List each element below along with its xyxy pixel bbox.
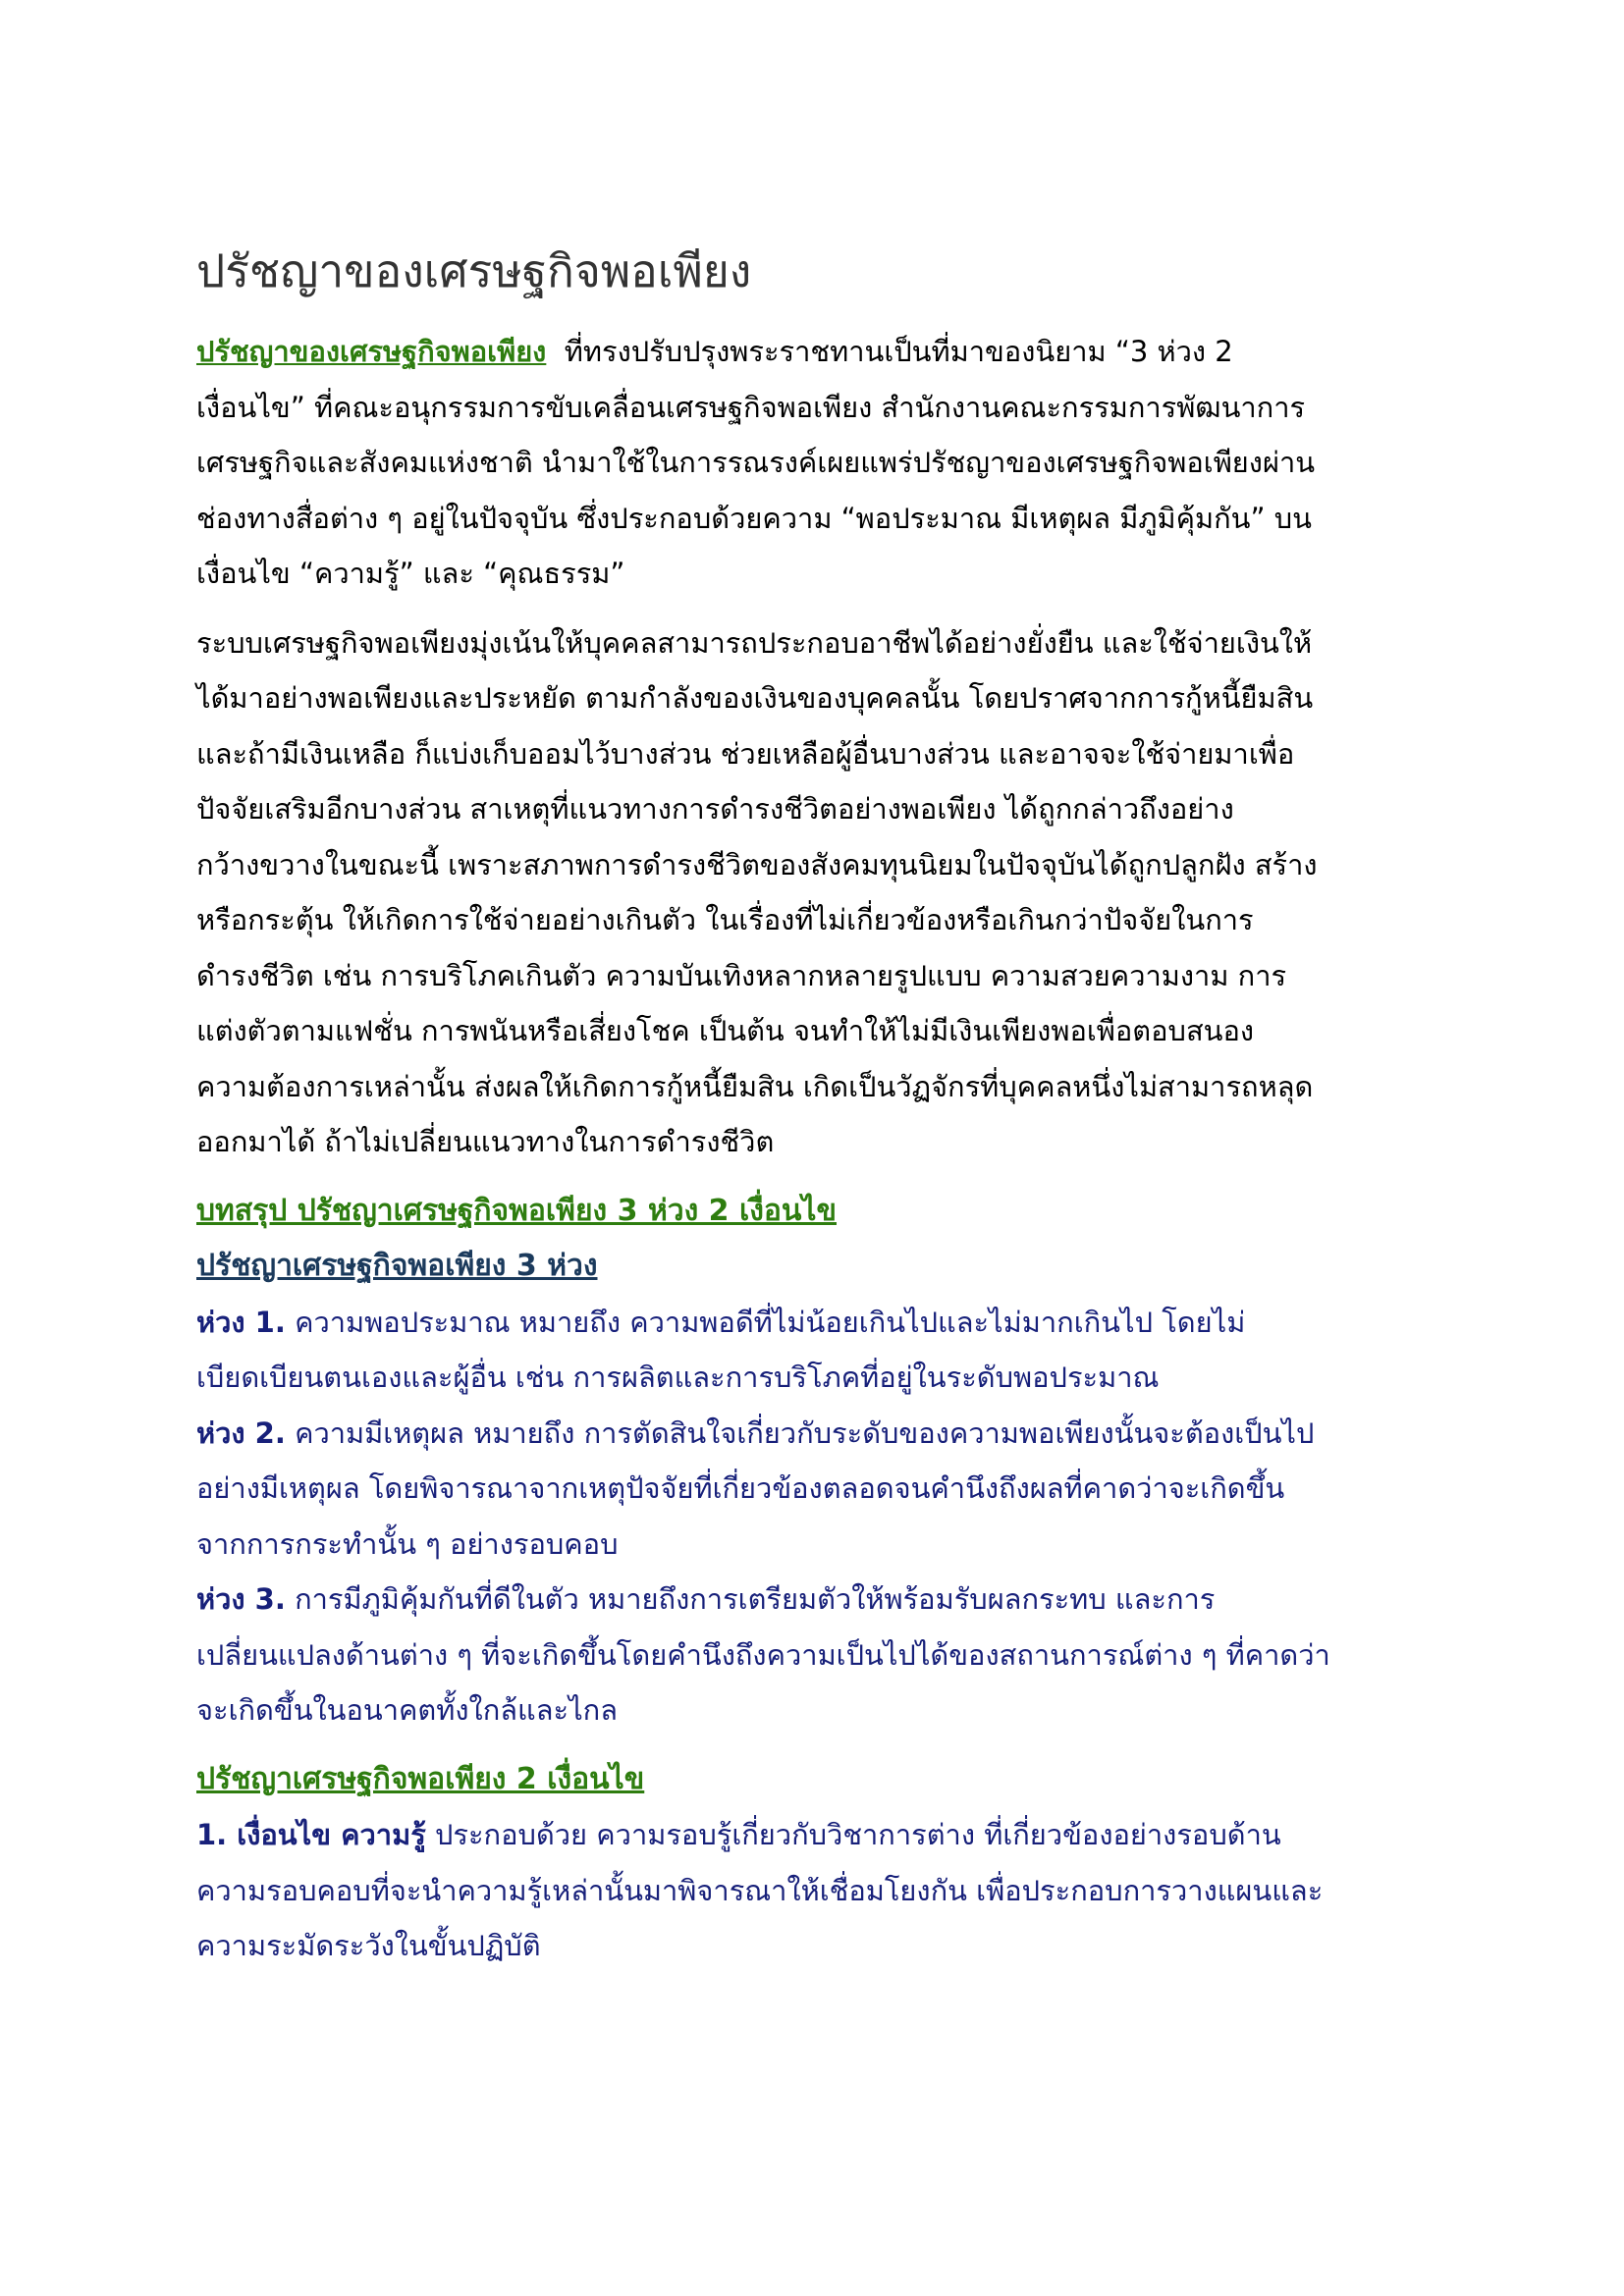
intro-text: ที่ทรงปรับปรุงพระราชทานเป็นที่มาของนิยาม “3 ห่วง 2 [546, 335, 1233, 368]
three-rings-heading-row [196, 1239, 1443, 1295]
body-line: หรือกระตุ้น ให้เกิดการใช้จ่ายอย่างเกินตัว ในเรื่องที่ไม่เกี่ยวข้องหรือเกินกว่าปัจจัยในการ [196, 903, 1254, 936]
ring-2 [196, 1406, 1443, 1573]
intro-line-4: ช่องทางสื่อต่าง ๆ อยู่ในปัจจุบัน ซึ่งประกอบด้วยความ “พอประมาณ มีเหตุผล มีภูมิคุ้มกัน” บน [196, 501, 1312, 535]
condition-1-label: 1. เงื่อนไข ความรู้ [196, 1818, 426, 1851]
body-paragraph [196, 615, 1443, 1170]
ring-1 [196, 1295, 1443, 1406]
two-conditions-heading-link[interactable]: ปรัชญาเศรษฐกิจพอเพียง 2 เงื่อนไข [196, 1761, 645, 1796]
ring-2-line-1 [196, 1406, 1443, 1462]
summary-heading-link[interactable]: บทสรุป ปรัชญาเศรษฐกิจพอเพียง 3 ห่วง 2 เงื่อนไข [196, 1193, 838, 1228]
body-line: ดำรงชีวิต เช่น การบริโภคเกินตัว ความบันเทิงหลากหลายรูปแบบ ความสวยความงาม การ [196, 958, 1287, 992]
ring-2-line-2: อย่างมีเหตุผล โดยพิจารณาจากเหตุปัจจัยที่เกี่ยวข้องตลอดจนคำนึงถึงผลที่คาดว่าจะเกิดขึ้น [196, 1471, 1285, 1505]
body-line: ได้มาอย่างพอเพียงและประหยัด ตามกำลังของเงินของบุคคลนั้น โดยปราศจากการกู้หนี้ยืมสิน [196, 681, 1314, 715]
ring-2-text: ความมีเหตุผล หมายถึง การตัดสินใจเกี่ยวกับระดับของความพอเพียงนั้นจะต้องเป็นไป [285, 1415, 1315, 1450]
ring-2-line-3: จากการกระทำนั้น ๆ อย่างรอบคอบ [196, 1526, 619, 1561]
condition-1-line-1 [196, 1807, 1443, 1863]
ring-1-text: ความพอประมาณ หมายถึง ความพอดีที่ไม่น้อยเกินไปและไม่มากเกินไป โดยไม่ [285, 1305, 1246, 1339]
ring-3 [196, 1572, 1443, 1738]
condition-1 [196, 1807, 1443, 1974]
intro-philosophy-link[interactable]: ปรัชญาของเศรษฐกิจพอเพียง [196, 335, 547, 368]
ring-3-line-1 [196, 1572, 1443, 1628]
body-line: ความต้องการเหล่านั้น ส่งผลให้เกิดการกู้หนี้ยืมสิน เกิดเป็นวัฏจักรที่บุคคลหนึ่งไม่สามารถหลุด [196, 1069, 1314, 1103]
condition-1-line-2: ความรอบคอบที่จะนำความรู้เหล่านั้นมาพิจารณาให้เชื่อมโยงกัน เพื่อประกอบการวางแผนและ [196, 1873, 1324, 1907]
three-rings-heading-link[interactable]: ปรัชญาเศรษฐกิจพอเพียง 3 ห่วง [196, 1249, 598, 1283]
intro-line-1 [196, 324, 1443, 380]
summary-heading-row [196, 1184, 1443, 1240]
intro-line-2: เงื่อนไข” ที่คณะอนุกรรมการขับเคลื่อนเศรษฐกิจพอเพียง สำนักงานคณะกรรมการพัฒนาการ [196, 390, 1306, 424]
document-content [196, 236, 1443, 1974]
intro-paragraph [196, 324, 1443, 602]
ring-2-label: ห่วง 2. [196, 1415, 286, 1450]
intro-line-5: เงื่อนไข “ความรู้” และ “คุณธรรม” [196, 557, 625, 590]
ring-3-label: ห่วง 3. [196, 1582, 286, 1616]
body-line: ออกมาได้ ถ้าไม่เปลี่ยนแนวทางในการดำรงชีวิต [196, 1125, 775, 1158]
page-title: ปรัชญาของเศรษฐกิจพอเพียง [196, 244, 752, 297]
condition-1-text: ประกอบด้วย ความรอบรู้เกี่ยวกับวิชาการต่าง ที่เกี่ยวข้องอย่างรอบด้าน [425, 1818, 1281, 1851]
ring-1-label: ห่วง 1. [196, 1305, 286, 1339]
ring-3-line-3: จะเกิดขึ้นในอนาคตทั้งใกล้และไกล [196, 1693, 618, 1727]
ring-1-line-2: เบียดเบียนตนเองและผู้อื่น เช่น การผลิตและการบริโภคที่อยู่ในระดับพอประมาณ [196, 1361, 1160, 1394]
ring-3-text: การมีภูมิคุ้มกันที่ดีในตัว หมายถึงการเตรียมตัวให้พร้อมรับผลกระทบ และการ [285, 1582, 1216, 1616]
body-line: และถ้ามีเงินเหลือ ก็แบ่งเก็บออมไว้บางส่วน ช่วยเหลือผู้อื่นบางส่วน และอาจจะใช้จ่ายมาเพื่อ [196, 736, 1295, 771]
body-line: กว้างขวางในขณะนี้ เพราะสภาพการดำรงชีวิตของสังคมทุนนิยมในปัจจุบันได้ถูกปลูกฝัง สร้าง [196, 847, 1318, 881]
body-line: ปัจจัยเสริมอีกบางส่วน สาเหตุที่แนวทางการดำรงชีวิตอย่างพอเพียง ได้ถูกกล่าวถึงอย่าง [196, 792, 1234, 826]
two-conditions-heading-row [196, 1752, 1443, 1808]
intro-line-3: เศรษฐกิจและสังคมแห่งชาติ นำมาใช้ในการรณรงค์เผยแพร่ปรัชญาของเศรษฐกิจพอเพียงผ่าน [196, 446, 1316, 479]
ring-3-line-2: เปลี่ยนแปลงด้านต่าง ๆ ที่จะเกิดขึ้นโดยคำนึงถึงความเป็นไปได้ของสถานการณ์ต่าง ๆ ที่คาดว่า [196, 1637, 1330, 1672]
condition-1-line-3: ความระมัดระวังในขั้นปฏิบัติ [196, 1929, 541, 1962]
section-spacer [196, 1738, 1443, 1752]
ring-1-line-1 [196, 1295, 1443, 1351]
body-line: ระบบเศรษฐกิจพอเพียงมุ่งเน้นให้บุคคลสามารถประกอบอาชีพได้อย่างยั่งยืน และใช้จ่ายเงินให้ [196, 625, 1313, 660]
body-line: แต่งตัวตามแฟชั่น การพนันหรือเสี่ยงโชค เป็นต้น จนทำให้ไม่มีเงินเพียงพอเพื่อตอบสนอง [196, 1014, 1255, 1047]
